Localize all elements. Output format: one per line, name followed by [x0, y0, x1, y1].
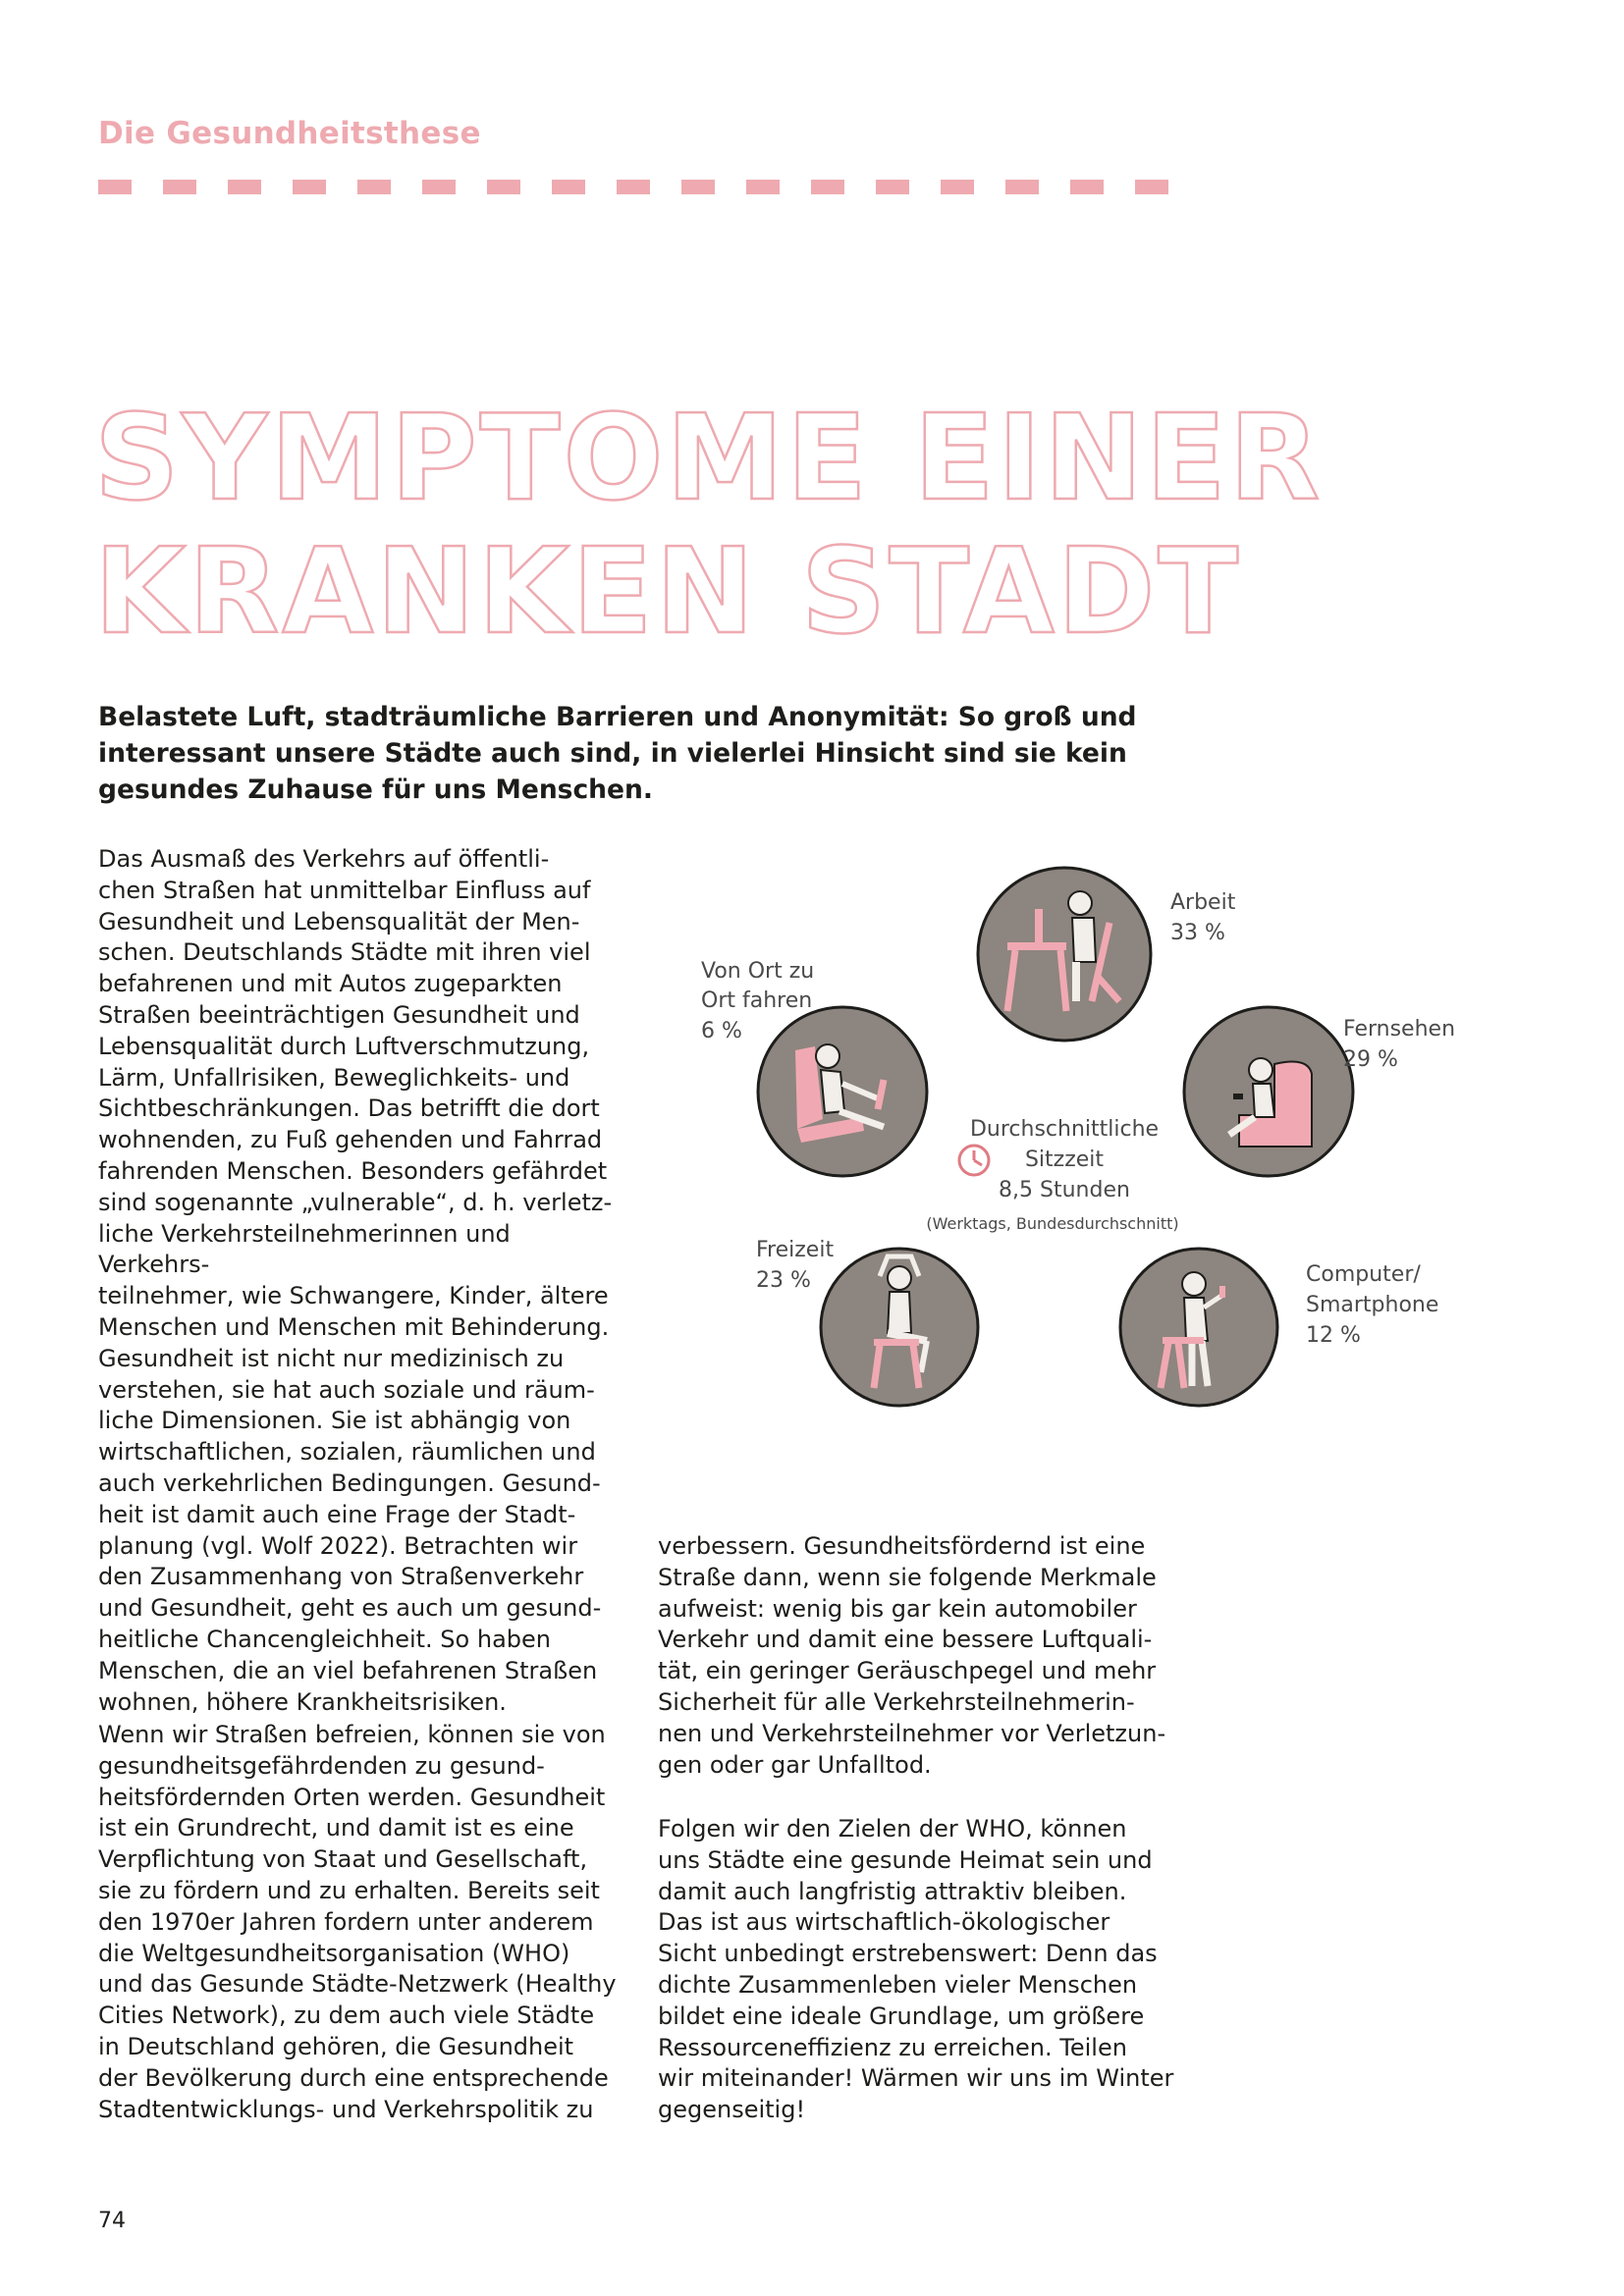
- title-line-2: KRANKEN STADT: [94, 524, 1242, 661]
- fahren-label-line-2: Ort fahren: [701, 988, 813, 1013]
- center-note: (Werktags, Bundesdurchschnitt): [926, 1214, 1179, 1233]
- center-line-1: Durchschnittliche: [969, 1117, 1160, 1142]
- freizeit-label: Freizeit: [756, 1238, 835, 1262]
- fernsehen-group: [1184, 1007, 1353, 1176]
- center-line-2: Sitzzeit: [1024, 1148, 1105, 1172]
- fahren-label-line-1: Von Ort zu: [701, 959, 815, 984]
- freizeit-group: [821, 1249, 978, 1406]
- clock-icon: [959, 1146, 989, 1175]
- computer-value: 12 %: [1306, 1323, 1361, 1348]
- arbeit-value: 33 %: [1170, 921, 1225, 945]
- freizeit-value: 23 %: [756, 1268, 811, 1293]
- fahren-group: [758, 1007, 927, 1176]
- title-line-1: SYMPTOME EINER: [94, 391, 1324, 527]
- fernsehen-value: 29 %: [1343, 1047, 1398, 1072]
- arbeit-group: [978, 868, 1151, 1041]
- fahren-value: 6 %: [701, 1019, 742, 1043]
- dashed-divider: [98, 180, 1178, 194]
- fernsehen-label: Fernsehen: [1343, 1017, 1456, 1041]
- page-number: 74: [98, 2209, 126, 2233]
- body-right-paragraph-1: verbessern. Gesundheitsfördernd ist eine Straße dann, wenn sie folgende Merkmale aufweist: wenig bis gar kein automobiler Verkehr und damit eine bessere Luftquali- tät, ein geringer Geräuschpegel und mehr Sicherheit für alle Verkehrsteilnehmerin- nen und Verkehrsteilnehmer vor Verletzun- gen oder gar Unfalltod.: [658, 1532, 1166, 1779]
- section-label: Die Gesundheitsthese: [98, 116, 481, 151]
- center-line-3: 8,5 Stunden: [999, 1178, 1130, 1202]
- sitting-time-infographic: [687, 864, 1473, 1453]
- lead-paragraph: Belastete Luft, stadträumliche Barrieren und Anonymität: So groß und interessant unsere Städte auch sind, in vielerlei Hinsicht sind sie kein gesundes Zuhause für uns Menschen.: [98, 702, 1137, 805]
- computer-label-line-1: Computer/: [1306, 1262, 1421, 1287]
- computer-group: [1120, 1249, 1277, 1406]
- body-right-paragraph-2: Folgen wir den Zielen der WHO, können uns Städte eine gesunde Heimat sein und damit auch langfristig attraktiv bleiben. Das ist aus wirtschaftlich-ökologischer Sicht unbedingt erstrebenswert: Denn das dichte Zusammenleben vieler Menschen bildet eine ideale Grundlage, um größere Ressourceneffizienz zu erreichen. Teilen wir miteinander! Wärmen wir uns im Winter gegenseitig!: [658, 1815, 1174, 2124]
- body-left-paragraph-1: Das Ausmaß des Verkehrs auf öffentli- chen Straßen hat unmittelbar Einfluss auf Gesundheit und Lebensqualität der Men- schen. Deutschlands Städte mit ihren viel befahrenen und mit Autos zugeparkten Straßen beeinträchtigen Gesundheit und Lebensqualität durch Luftverschmutzung, Lärm, Unfallrisiken, Beweglichkeits- und Sichtbeschränkungen. Das betrifft die dort wohnenden, zu Fuß gehenden und Fahrrad fahrenden Menschen. Besonders gefährdet sind sogenannte „vulnerable“, d. h. verletz- liche Verkehrsteilnehmerinnen und Verkehrs- teilnehmer, wie Schwangere, Kinder, ältere Menschen und Menschen mit Behinderung. Gesundheit ist nicht nur medizinisch zu verstehen, sie hat auch soziale und räum- liche Dimensionen. Sie ist abhängig von wirtschaftlichen, sozialen, räumlichen und auch verkehrlichen Bedingungen. Gesund- heit ist damit auch eine Frage der Stadt- planung (vgl. Wolf 2022). Betrachten wir den Zusammenhang von Straßenverkehr und Gesundheit, geht es auch um gesund- heitliche Chancengleichheit. So haben Menschen, die an viel befahrenen Straßen wohnen, höhere Krankheitsrisiken.: [98, 845, 613, 1716]
- page-title: [94, 393, 1323, 660]
- body-left-paragraph-2: Wenn wir Straßen befreien, können sie von gesundheitsgefährdenden zu gesund- heitsfördernden Orten werden. Gesundheit ist ein Grundrecht, und damit ist es eine Verpflichtung von Staat und Gesellschaft, sie zu fördern und zu erhalten. Bereits seit den 1970er Jahren fordern unter anderem die Weltgesundheitsorganisation (WHO) und das Gesunde Städte-Netzwerk (Healthy Cities Network), zu dem auch viele Städte in Deutschland gehören, die Gesundheit der Bevölkerung durch eine entsprechende Stadtentwicklungs- und Verkehrspolitik zu: [98, 1721, 617, 2123]
- computer-label-line-2: Smartphone: [1306, 1293, 1439, 1317]
- arbeit-label: Arbeit: [1170, 890, 1236, 915]
